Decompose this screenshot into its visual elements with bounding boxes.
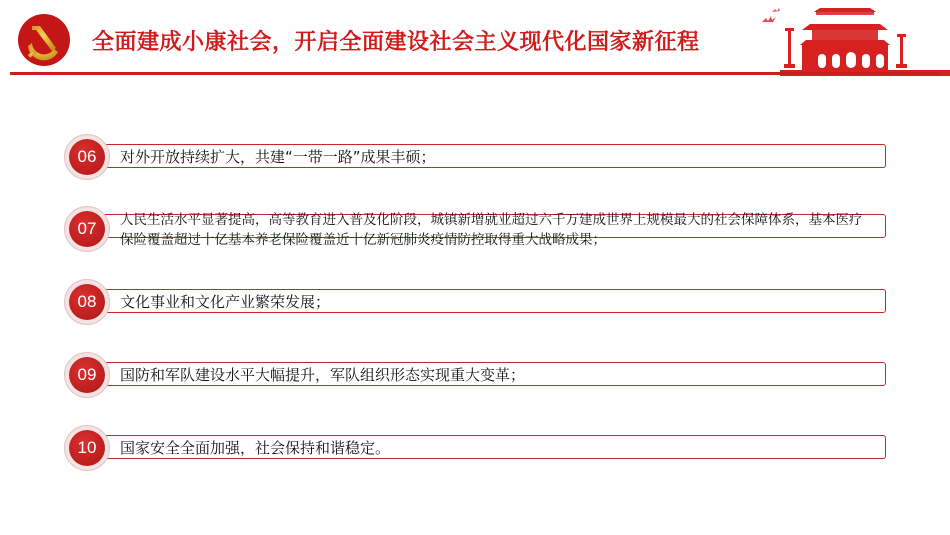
item-number: 07 [69, 211, 105, 247]
item-text: 文化事业和文化产业繁荣发展； [120, 293, 331, 311]
item-text: 人民生活水平显著提高，高等教育进入普及化阶段，城镇新增就业超过六千万建成世界上规模最大的社会保障体系，基本医疗保险覆盖超过十亿基本养老保险覆盖近十亿新冠肺炎疫情防控取得重大战略成果； [120, 212, 863, 248]
item-number: 10 [69, 430, 105, 466]
header [0, 0, 950, 80]
number-badge [64, 352, 110, 398]
number-badge [64, 134, 110, 180]
page-title: 全面建成小康社会，开启全面建设社会主义现代化国家新征程 [92, 30, 700, 55]
number-badge [64, 206, 110, 252]
item-number: 08 [69, 284, 105, 320]
item-text: 对外开放持续扩大，共建“一带一路”成果丰硕； [120, 148, 436, 166]
tiananmen-skyline-icon [740, 0, 950, 80]
number-badge [64, 425, 110, 471]
number-badge [64, 279, 110, 325]
item-text: 国防和军队建设水平大幅提升，军队组织形态实现重大变革； [120, 366, 526, 384]
header-divider [10, 72, 940, 75]
item-text: 国家安全全面加强，社会保持和谐稳定。 [120, 439, 391, 457]
item-number: 06 [69, 139, 105, 175]
hammer-sickle-emblem-icon [14, 12, 74, 68]
item-number: 09 [69, 357, 105, 393]
